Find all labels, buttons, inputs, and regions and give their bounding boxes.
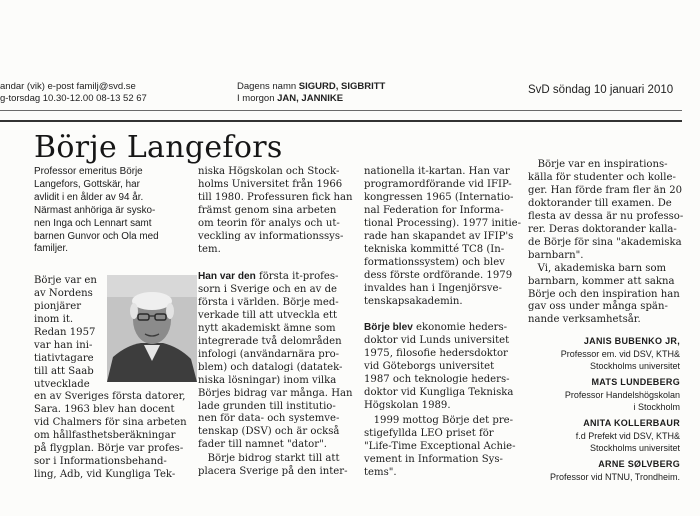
- article-title: Börje Langefors: [34, 130, 283, 165]
- signature-1-affiliation: Professor em. vid DSV, KTH& Stockholms universitet: [560, 348, 680, 372]
- tomorrow-value: JAN, JANNIKE: [277, 93, 344, 104]
- column-3-para-2: [364, 322, 513, 413]
- signature-2-name: MATS LUNDEBERG: [591, 377, 680, 387]
- tomorrow-label: I morgon: [237, 93, 275, 104]
- namedays-value: SIGURD, SIGBRITT: [298, 81, 386, 92]
- column-4-text: Börje var en inspirations- källa för studenter och kolle- ger. Han förde fram fler än 20 doktorander till examen. De flesta av dessa är nu professo- rer. Deras doktorander kalla- de Börje för sina "akademiska barnbarn". Vi, akademiska barn som barnbarn, kommer att sakna Börje och den inspiration han gav oss under många spän- nande verksamhetsår.: [528, 159, 684, 326]
- header-rule-top: [0, 110, 682, 111]
- signature-4-affiliation: Professor vid NTNU, Trondheim.: [549, 471, 680, 482]
- namedays: [237, 81, 385, 105]
- column-2-para-3: Börje bidrog starkt till att placera Sverige på den inter-: [198, 453, 348, 477]
- column-3-keyword: Börje blev: [364, 322, 413, 333]
- signature-4: [520, 458, 680, 483]
- signature-1: [520, 335, 680, 373]
- column-2-para-1: niska Högskolan och Stock- holms Universitet från 1966 till 1980. Professuren fick han främst genom sina arbeten om teorin för analys och ut- veckling av informationssys- tem.: [198, 166, 353, 255]
- column-2-para-2-text: första it-profes- sorn i Sverige och en av de första i världen. Börje med- verkade till att utveckla ett nytt akademiskt ämne som integrerade två delområden infologi (användarnära pro- blem) och datalogi (datatek- niska lösningar) inom vilka Börjes bidrag var många. Han lade grunden till institutio- nen för data- och systemve- tenskap (DSV) och är också fader till namnet "dator".: [198, 271, 353, 451]
- portrait-image: [107, 275, 197, 382]
- signature-2: [520, 376, 680, 414]
- column-3-para-3: 1999 mottog Börje det pre- stigefyllda LEO priset för "Life-Time Exceptional Achie- vement in Information Sys- tems".: [364, 415, 516, 478]
- signature-3: [520, 417, 680, 455]
- column-3-para-1: nationella it-kartan. Han var programordförande vid IFIP- kongressen 1965 (Internatio- nal Federation for Informa- tional Processing). 1977 initie- rade han skapandet av IFIP's tekniska kommitté TC8 (In- formationssystem) och blev dess förste ordförande. 1979 invaldes han i Ingenjörsve- tenskapsakademin.: [364, 166, 522, 307]
- masthead: SvD söndag 10 januari 2010: [528, 84, 674, 96]
- header-rule-bottom: [0, 120, 682, 122]
- signature-1-name: JANIS BUBENKO JR,: [583, 336, 680, 346]
- column-3-para-2-text: ekonomie heders- doktor vid Lunds universitet 1975, filosofie hedersdoktor vid Göteborgs universitet 1987 och teknologie heders- doktor vid Kungliga Tekniska Högskolan 1989.: [364, 322, 514, 411]
- signature-3-name: ANITA KOLLERBAUR: [583, 418, 680, 428]
- signature-3-affiliation: f.d Prefekt vid DSV, KTH& Stockholms universitet: [575, 430, 680, 454]
- signature-2-affiliation: Professor Handelshögskolan i Stockholm: [564, 389, 680, 413]
- column-1-full: en av Sveriges första datorer, Sara. 1963 blev han docent vid Chalmers för sina arbeten om hållfasthetsberäkningar på flygplan. Börje var profes- sor i Informationsbehand- ling, Adb, vid Kungliga Tek-: [34, 391, 187, 480]
- contact-line-1: andar (vik) e-post familj@svd.se: [0, 81, 136, 92]
- signature-4-name: ARNE SØLVBERG: [598, 459, 680, 469]
- column-2-keyword: Han var den: [198, 271, 256, 282]
- portrait-photo: [107, 275, 197, 382]
- article-lead: Professor emeritus Börje Langefors, Gottskär, har avlidit i en ålder av 94 år. Närmast anhöriga är sysko- nen Inga och Lennart samt barnen Gunvor och Ola med familjer.: [34, 166, 159, 255]
- column-2-para-2: [198, 271, 353, 452]
- namedays-label: Dagens namn: [237, 81, 297, 92]
- contact-line-2: g-torsdag 10.30-12.00 08-13 52 67: [0, 93, 147, 104]
- column-1-wrap: Börje var en av Nordens pionjärer inom it. Redan 1957 var han ini- tiativtagare till att Saab utvecklade: [34, 275, 97, 390]
- contact-info: [0, 81, 147, 105]
